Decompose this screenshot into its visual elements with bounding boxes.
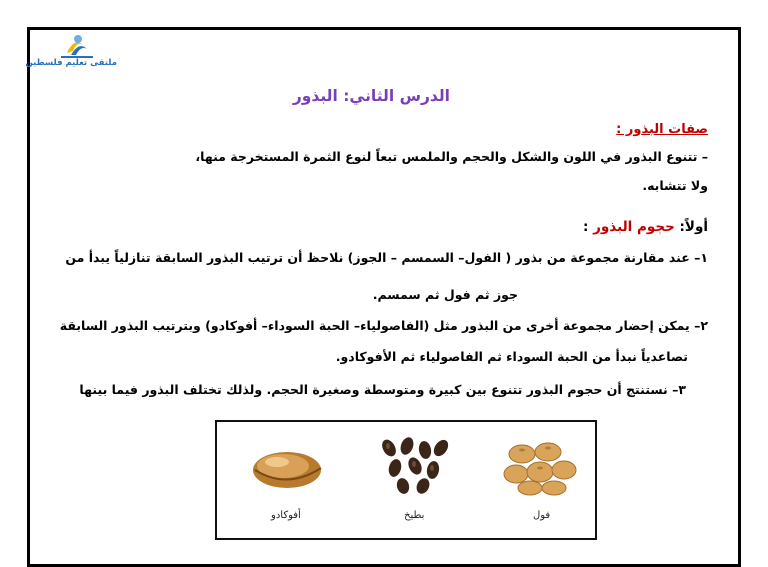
list-item-line: ٢– يمكن إحضار مجموعة أخرى من البذور مثل (الفاصولياء– الحبة السوداء– أفوكادو) وبترتيب البذور السابقة [59,318,708,333]
site-logo [25,31,117,71]
avocado-seed-image [247,444,327,494]
list-item-line: جوز ثم فول ثم سمسم. [372,287,518,302]
section-heading-colon: : [583,219,589,235]
paragraph-line: ولا تتشابه. [642,178,708,193]
section-heading-seed-properties: صفات البذور : [616,122,708,137]
watermelon-seeds-image [375,436,455,498]
logo-emblem-icon [31,31,117,61]
list-item-line: ٣– نستنتج أن حجوم البذور تتنوع بين كبيرة ومتوسطة وصغيرة الحجم. ولذلك تختلف البذور فيما بينها [79,382,686,397]
section-number: أولاً: [679,219,708,235]
lesson-title: الدرس الثاني: البذور [292,87,450,105]
section-heading-seed-sizes [583,219,708,235]
caption-bean: فول [533,510,551,521]
list-item-line: ١– عند مقارنة مجموعة من بذور ( الفول– السمسم – الجوز) نلاحظ أن ترتيب البذور السابقة تنازلياً يبدأ من [65,250,708,265]
caption-avocado: أفوكادو [271,510,301,521]
section-heading-text: حجوم البذور [593,219,675,235]
paragraph-line: – تتنوع البذور في اللون والشكل والحجم والملمس تبعاً لنوع الثمرة المستخرجة منها، [195,149,708,164]
fava-beans-image [502,440,582,496]
seeds-figure [215,420,597,540]
caption-watermelon: بطيخ [404,510,425,521]
logo-text: ملتقى تعليم فلسطين [25,58,117,68]
list-item-line: تصاعدياً نبدأ من الحبة السوداء ثم الفاصولياء ثم الأفوكادو. [335,349,688,364]
